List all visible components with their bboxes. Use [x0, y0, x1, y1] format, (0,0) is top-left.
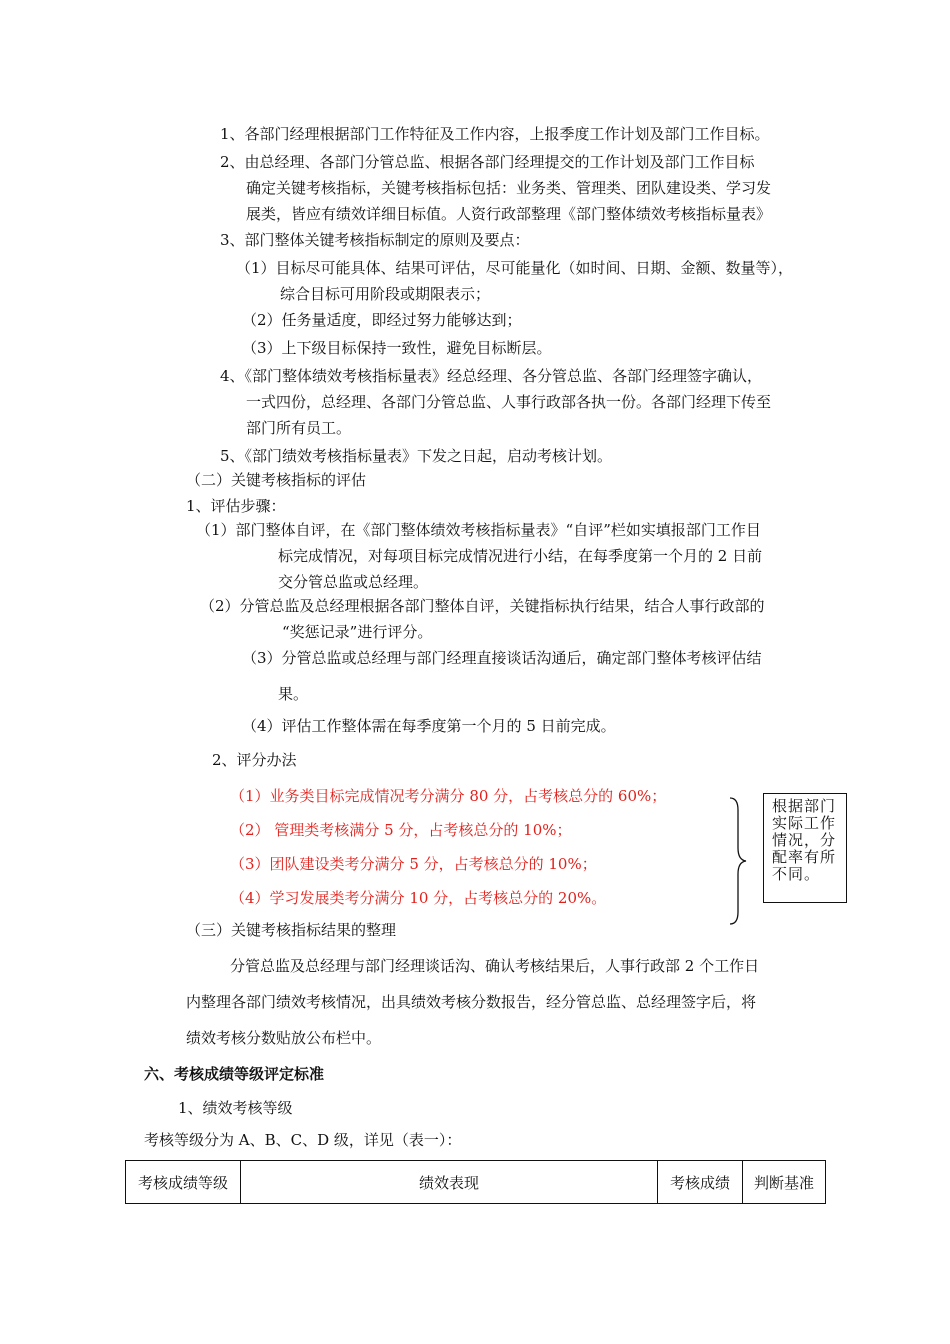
- paragraph-line: 标完成情况，对每项目标完成情况进行小结，在每季度第一个月的 2 日前: [278, 547, 763, 565]
- paragraph-line: 内整理各部门绩效考核情况，出具绩效考核分数报告，经分管总监、总经理签字后，将: [186, 993, 757, 1011]
- paragraph-line: （1）部门整体自评，在《部门整体绩效考核指标量表》“自评”栏如实填报部门工作目: [196, 521, 761, 539]
- scoring-item: （1）业务类目标完成情况考分满分 80 分，占考核总分的 60%；: [230, 787, 667, 805]
- paragraph-line: （3）分管总监或总经理与部门经理直接谈话沟通后，确定部门整体考核评估结: [242, 649, 762, 667]
- paragraph-line: 确定关键考核指标，关键考核指标包括：业务类、管理类、团队建设类、学习发: [246, 179, 772, 197]
- paragraph-line: 1、评估步骤：: [186, 497, 286, 515]
- chapter-heading: 六、考核成绩等级评定标准: [144, 1065, 325, 1083]
- paragraph-line: 部门所有员工。: [246, 419, 352, 437]
- paragraph-line: 一式四份，总经理、各部门分管总监、人事行政部各执一份。各部门经理下传至: [246, 393, 772, 411]
- paragraph-line: 2、评分办法: [212, 751, 297, 769]
- side-note-box: [763, 793, 847, 903]
- paragraph-line: （2）任务量适度，即经过努力能够达到；: [242, 311, 522, 329]
- paragraph-line: 1、各部门经理根据部门工作特征及工作内容，上报季度工作计划及部门工作目标。: [220, 125, 770, 143]
- section-heading: （三）关键考核指标结果的整理: [186, 921, 397, 939]
- paragraph-line: “奖惩记录”进行评分。: [282, 623, 433, 641]
- paragraph-line: 4、《部门整体绩效考核指标量表》经总经理、各分管总监、各部门经理签字确认，: [220, 367, 763, 385]
- table-header-cell: 考核成绩: [658, 1161, 743, 1204]
- scoring-item: （2） 管理类考核满分 5 分，占考核总分的 10%；: [230, 821, 572, 839]
- scoring-item: （3）团队建设类考分满分 5 分，占考核总分的 10%；: [230, 855, 597, 873]
- paragraph-line: 绩效考核分数贴放公布栏中。: [186, 1029, 382, 1047]
- paragraph-line: 交分管总监或总经理。: [278, 573, 429, 591]
- table-header-cell: 绩效表现: [241, 1161, 658, 1204]
- paragraph-line: （1）目标尽可能具体、结果可评估，尽可能量化（如时间、日期、金额、数量等），: [236, 259, 794, 277]
- paragraph-line: 展类，皆应有绩效详细目标值。人资行政部整理《部门整体绩效考核指标量表》: [246, 205, 772, 223]
- paragraph-line: 分管总监及总经理与部门经理谈话沟、确认考核结果后，人事行政部 2 个工作日: [230, 957, 760, 975]
- paragraph-line: 3、部门整体关键考核指标制定的原则及要点：: [220, 231, 530, 249]
- side-note-text: 根据部门实际工作情况，分配率有所不同。: [772, 797, 837, 883]
- table-header-cell: 判断基准: [743, 1161, 826, 1204]
- paragraph-line: （3）上下级目标保持一致性，避免目标断层。: [242, 339, 552, 357]
- section-heading: （二）关键考核指标的评估: [186, 471, 367, 489]
- right-brace-icon: [728, 796, 748, 926]
- paragraph-line: 5、《部门绩效考核指标量表》下发之日起，启动考核计划。: [220, 447, 613, 465]
- paragraph-line: 果。: [278, 685, 309, 703]
- paragraph-line: 2、由总经理、各部门分管总监、根据各部门经理提交的工作计划及部门工作目标: [220, 153, 755, 171]
- paragraph-line: （2）分管总监及总经理根据各部门整体自评，关键指标执行结果，结合人事行政部的: [200, 597, 765, 615]
- scoring-item: （4）学习发展类考分满分 10 分，占考核总分的 20%。: [230, 889, 607, 907]
- paragraph-line: 综合目标可用阶段或期限表示；: [280, 285, 491, 303]
- paragraph-line: （4）评估工作整体需在每季度第一个月的 5 日前完成。: [242, 717, 616, 735]
- grade-table: [125, 1160, 826, 1204]
- table-header-row: [126, 1161, 826, 1204]
- paragraph-line: 1、绩效考核等级: [178, 1099, 293, 1117]
- paragraph-line: 考核等级分为 A、B、C、D 级，详见（表一）：: [144, 1131, 462, 1149]
- table-header-cell: 考核成绩等级: [126, 1161, 241, 1204]
